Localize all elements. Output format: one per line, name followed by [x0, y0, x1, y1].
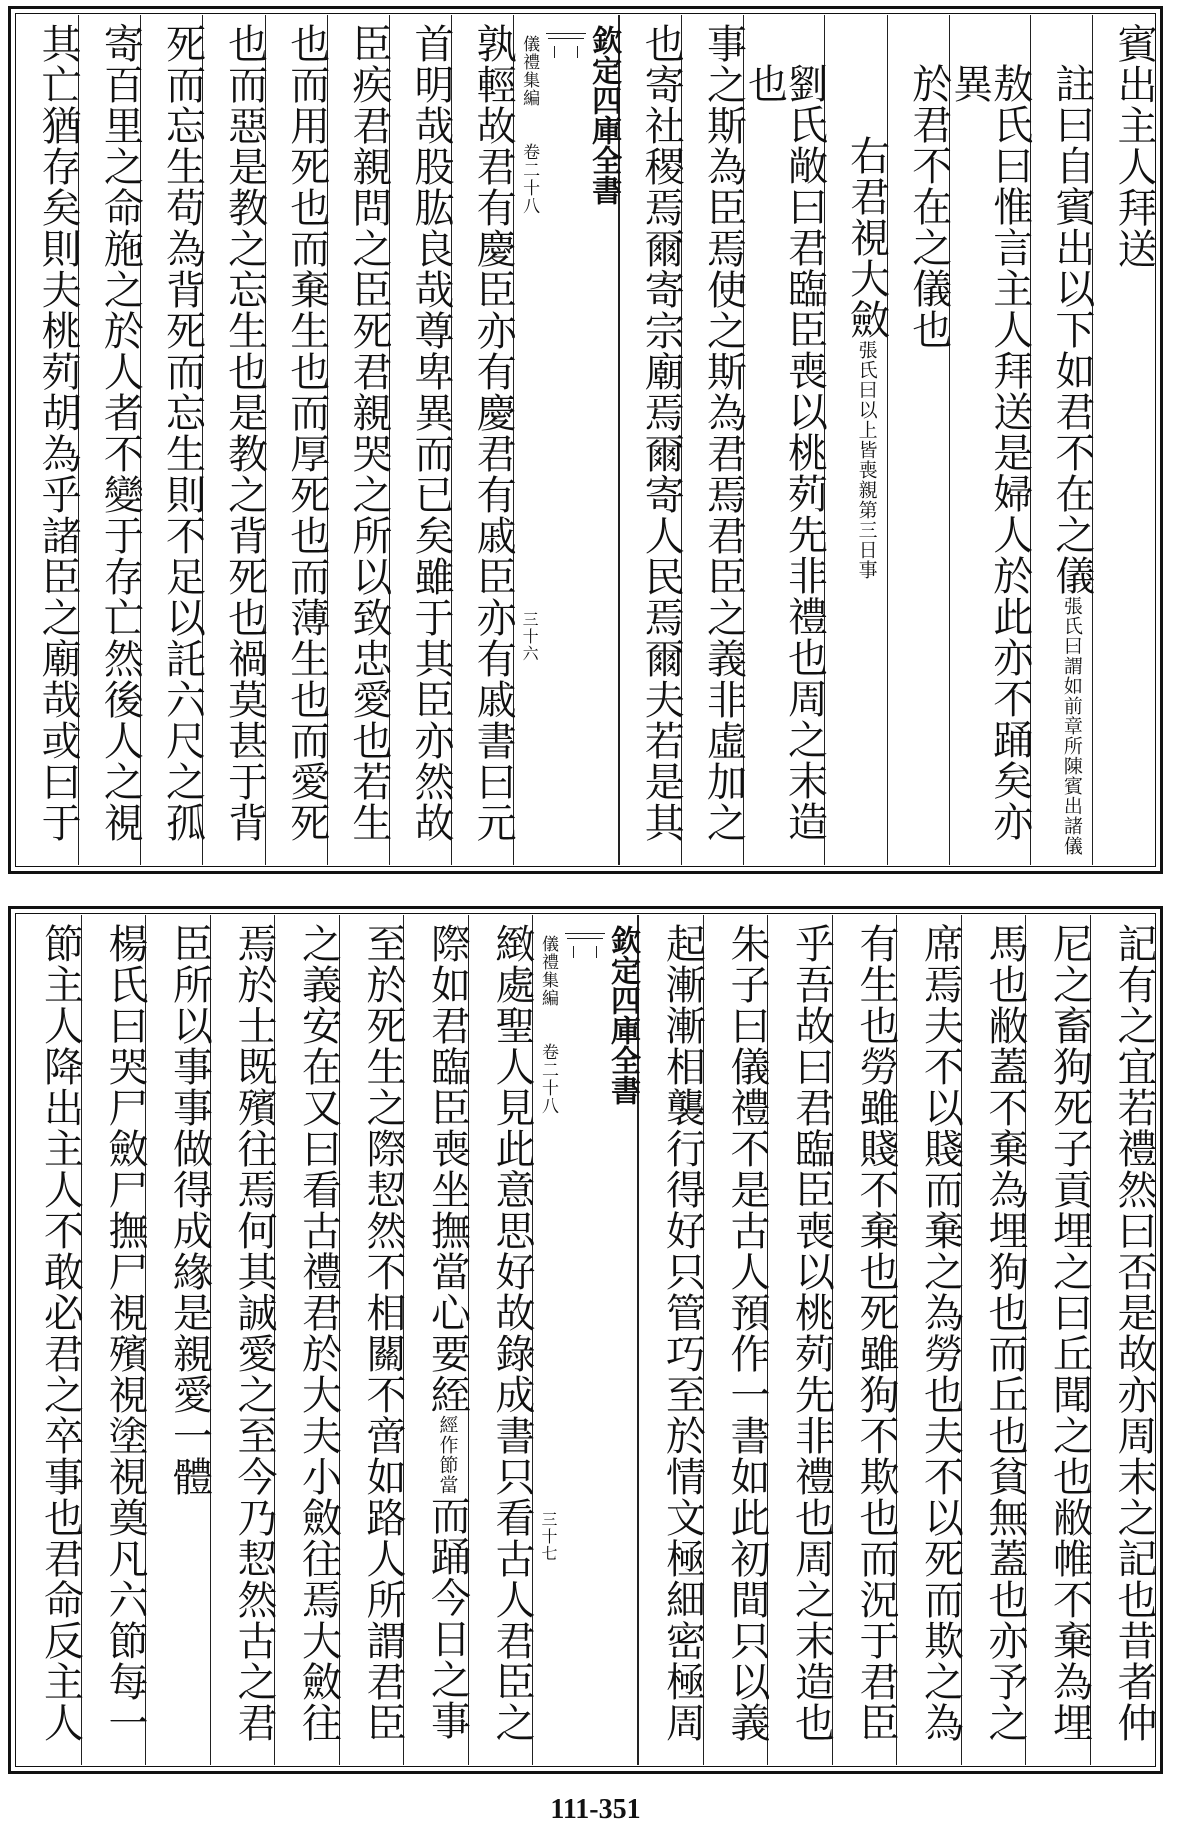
text-column [961, 915, 1026, 1765]
text-column [832, 915, 897, 1765]
column-text: 首明哉股肱良哉尊卑異而已矣雖于其臣亦然故 [408, 23, 455, 843]
spine-volume: 卷二十八 [538, 1043, 558, 1115]
text-column [824, 15, 890, 865]
column-text: 際如君臨臣喪坐撫當心要絰 [424, 923, 471, 1415]
column-text: 於君不在之儀也 [905, 63, 952, 350]
text-column [265, 15, 330, 865]
column-text: 席焉夫不以賤而棄之為勞也夫不以死而欺之為 [917, 923, 964, 1743]
column-text: 有生也勞雖賤不棄也死雖狗不欺也而況于君臣 [853, 923, 899, 1743]
text-column [887, 15, 952, 865]
interlinear-note: 張氏曰以上皆喪親第三日事 [855, 340, 878, 580]
text-column [451, 15, 517, 865]
column-text: 朱子曰儀禮不是古人預作一書如此初間只以義 [724, 923, 770, 1743]
column-text: 劉氏敞曰君臨臣喪以桃茢先非禮也周之末造也 [741, 63, 828, 842]
text-column [1030, 15, 1095, 865]
text-column [274, 915, 342, 1765]
column-text: 也而惡是教之忘生也是教之背死也禍莫甚于背 [221, 23, 268, 843]
column-text: 至於死生之際恝然不相關不啻如路人所謂君臣 [360, 923, 406, 1743]
column-text: 而踊今日之事 [424, 1495, 471, 1741]
column-text: 註曰自賓出以下如君不在之儀 [1048, 63, 1095, 596]
spine-column [532, 915, 638, 1765]
text-column [403, 915, 471, 1765]
text-column [145, 915, 213, 1765]
column-text: 賓出主人拜送 [1111, 23, 1157, 269]
column-text: 緻處聖人見此意思好故錄成書只看古人君臣之 [489, 923, 535, 1743]
text-column [81, 915, 146, 1765]
top-page [8, 6, 1163, 874]
text-column [1025, 915, 1093, 1765]
text-column [339, 915, 404, 1765]
text-column [896, 915, 964, 1765]
top-columns [17, 15, 1157, 865]
column-text: 乎吾故曰君臨臣喪以桃茢先非禮也周之末造也 [788, 923, 835, 1743]
text-column [78, 15, 144, 865]
text-column [17, 15, 82, 865]
column-text: 尼之畜狗死子貢埋之曰丘聞之也敝帷不棄為埋 [1046, 923, 1093, 1743]
fishtail-mark [546, 33, 586, 60]
column-text: 也寄社稷焉爾寄宗廟焉爾寄人民焉爾夫若是其 [638, 23, 685, 843]
column-text: 敖氏曰惟言主人拜送是婦人於此亦不踊矣亦異 [946, 63, 1033, 842]
column-text: 起漸漸相襲行得好只管巧至於情文極細密極周 [659, 923, 706, 1743]
column-text: 記有之宜若禮然曰否是故亦周末之記也昔者仲 [1111, 923, 1157, 1743]
text-column [327, 15, 392, 865]
column-text: 右君視大斂 [843, 135, 890, 340]
text-column [638, 915, 706, 1765]
text-column [202, 15, 268, 865]
text-column [468, 915, 533, 1765]
column-text: 焉於士既殯往焉何其誠愛之至今乃恝然古之君 [231, 923, 277, 1743]
text-column [619, 15, 685, 865]
spine-book-title: 儀禮集編 [519, 35, 540, 107]
column-text: 事之斯為臣焉使之斯為君焉君臣之義非虛加之 [700, 23, 747, 843]
text-column [1092, 15, 1157, 865]
text-column [17, 915, 84, 1765]
column-text: 臣疾君親問之臣死君親哭之所以致忠愛也若生 [345, 23, 392, 843]
spine-column [513, 15, 622, 865]
spine-page-number: 三十六 [520, 611, 540, 662]
spine-book-title: 儀禮集編 [538, 935, 558, 1007]
spine-page-number: 三十七 [539, 1511, 558, 1562]
text-column [741, 15, 828, 865]
text-column [767, 915, 835, 1765]
text-column [389, 15, 455, 865]
bottom-columns [17, 915, 1157, 1765]
text-column [1090, 915, 1155, 1765]
folio-number: 111-351 [550, 1794, 641, 1825]
text-column [140, 15, 206, 865]
spine-title: 欽定四庫全書 [605, 925, 640, 1105]
spine-title: 欽定四庫全書 [586, 25, 622, 205]
text-column [703, 915, 768, 1765]
column-text: 臣所以事事做得成緣是親愛一體 [166, 923, 213, 1497]
column-text: 節主人降出主人不敢必君之卒事也君命反主人 [37, 923, 84, 1743]
text-column [210, 915, 275, 1765]
interlinear-note: 張氏曰謂如前章所陳賓出諸儀 [1060, 596, 1083, 856]
column-text: 孰輕故君有慶臣亦有慶君有戚臣亦有戚書曰元 [470, 23, 517, 843]
column-text: 之義安在又曰看古禮君於大夫小斂往焉大斂往 [295, 923, 342, 1743]
spine-volume: 卷二十八 [519, 143, 540, 215]
column-text: 寄百里之命施之於人者不變于存亡然後人之視 [97, 23, 144, 843]
column-text: 楊氏曰哭尸斂尸撫尸視殯視塗視奠凡六節每一 [102, 923, 148, 1743]
text-column [946, 15, 1033, 865]
interlinear-note: 當 [436, 1475, 459, 1495]
fishtail-mark [565, 933, 605, 960]
text-column [681, 15, 747, 865]
column-text: 其亡猶存矣則夫桃茢胡為乎諸臣之廟哉或曰于 [35, 23, 82, 843]
column-text: 馬也敝蓋不棄為埋狗也而丘也貧無蓋也亦予之 [982, 923, 1028, 1743]
bottom-page [8, 906, 1163, 1774]
column-text: 也而用死也而棄生也而厚死也而薄生也而愛死 [283, 23, 330, 843]
column-text: 死而忘生苟為背死而忘生則不足以託六尺之孤 [159, 23, 206, 843]
interlinear-note: 經作節 [436, 1415, 459, 1475]
